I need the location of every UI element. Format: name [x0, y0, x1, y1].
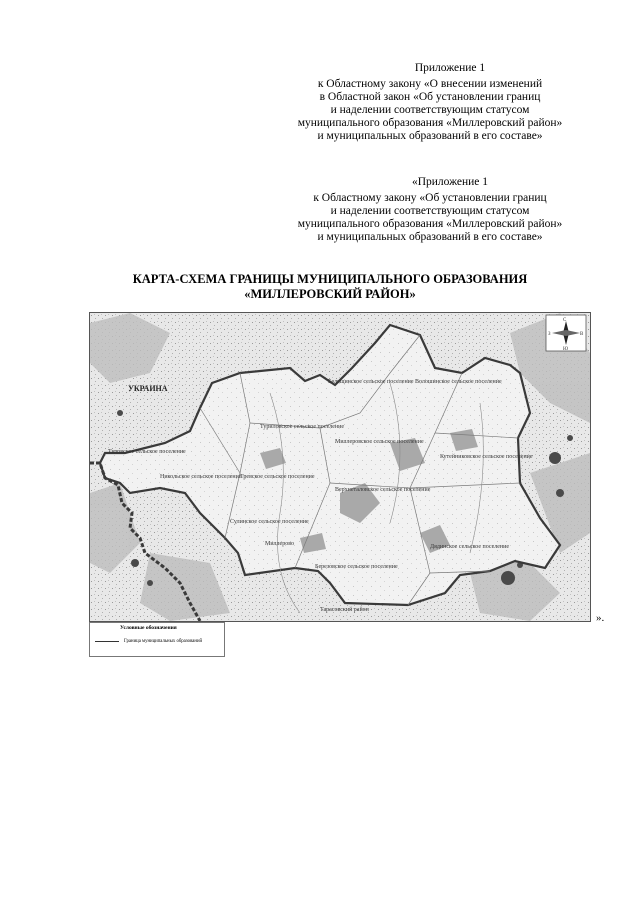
annex-original-line: и наделении соответствующим статусом — [330, 205, 530, 217]
district-map — [89, 312, 591, 622]
map-title — [60, 272, 600, 302]
compass-icon — [546, 315, 586, 352]
annex-original-title: «Приложение 1 — [411, 176, 489, 188]
legend-item-label: Граница муниципальных образований — [124, 639, 203, 644]
annex-amendment-header — [270, 62, 590, 143]
annex-amendment-line: в Областной закон «Об установлении границ — [319, 91, 541, 103]
settlement-label-millerovo: Миллерово — [265, 541, 294, 547]
neighbor-label: Тарасовский район — [320, 607, 369, 613]
svg-text:В: В — [580, 332, 584, 337]
svg-text:З: З — [548, 332, 551, 337]
annex-original-line: и муниципальных образований в его составе» — [317, 231, 543, 243]
annex-amendment-line: к Областному закону «О внесении изменений — [317, 78, 543, 90]
annex-amendment-line: и наделении соответствующим статусом — [330, 104, 530, 116]
settlement-label-turilovskoe: Туриловское сельское поселение — [260, 424, 345, 430]
svg-text:С: С — [563, 318, 567, 323]
map-legend — [89, 622, 225, 657]
annex-amendment-line: муниципального образования «Миллеровский район» — [297, 117, 563, 129]
settlement-label-kutejnikovskoe: Кутейниковское сельское поселение — [440, 454, 533, 460]
annex-original-line: к Областному закону «Об установлении границ — [313, 192, 547, 204]
map-title-line1: КАРТА-СХЕМА ГРАНИЦЫ МУНИЦИПАЛЬНОГО ОБРАЗОВАНИЯ — [132, 272, 528, 286]
annex-amendment-line: и муниципальных образований в его составе» — [317, 130, 543, 142]
settlement-label-millerovskoe: Миллеровское сельское поселение — [335, 439, 424, 445]
settlement-label-tatsinskoe: Титовское сельское поселение — [108, 449, 186, 455]
annex-original-header — [270, 176, 590, 244]
closing-quote-mark: ». — [596, 612, 605, 624]
legend-title: Условные обозначения — [120, 625, 177, 631]
settlement-label-sulinskoe: Сулинское сельское поселение — [230, 519, 309, 525]
annex-original-line: муниципального образования «Миллеровский район» — [297, 218, 563, 230]
settlement-label-nikolskoe: Никольское сельское поселение — [160, 474, 242, 480]
settlement-label-dyadinskoe: Дядинское сельское поселение — [430, 544, 509, 550]
settlement-label-berezovskoe: Березовское сельское поселение — [315, 564, 398, 570]
settlement-label-verhnetalovskoe: Верхнеталовское сельское поселение — [335, 487, 431, 493]
settlement-label-treshevskoe: Тревское сельское поселение — [240, 474, 315, 480]
country-label: УКРАИНА — [128, 384, 168, 393]
legend-boundary-line-icon — [95, 641, 119, 642]
settlement-label-voloshinskoe: Волошинское сельское поселение — [415, 379, 502, 385]
svg-text:Ю: Ю — [563, 347, 569, 352]
map-title-line2: «МИЛЛЕРОВСКИЙ РАЙОН» — [244, 287, 416, 301]
annex-amendment-title: Приложение 1 — [414, 62, 486, 74]
settlement-label-belgorodtsevskoe: Бельщинское сельское поселение — [328, 379, 414, 385]
